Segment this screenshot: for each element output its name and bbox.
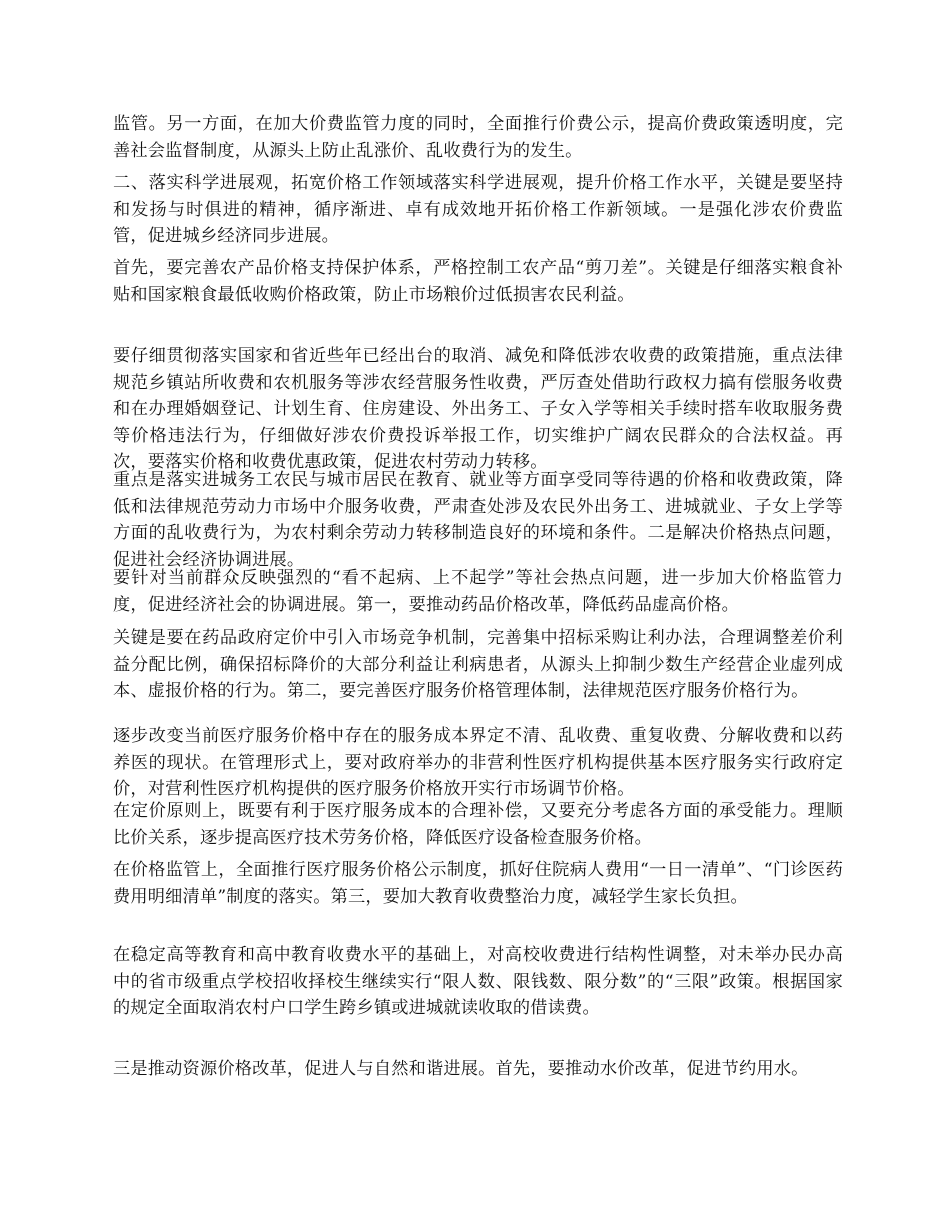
paragraph-9: 在定价原则上，既要有利于医疗服务成本的合理补偿，又要充分考虑各方面的承受能力。理顺比价关系，逐步提高医疗技术劳务价格，降低医疗设备检查服务价格。 — [113, 801, 843, 848]
paragraph-6: 要针对当前群众反映强烈的“看不起病、上不起学”等社会热点问题，进一步加大价格监管力度，促进经济社会的协调进展。第一，要推动药品价格改革，降低药品虚高价格。 — [113, 568, 843, 615]
paragraph-11: 在稳定高等教育和高中教育收费水平的基础上，对高校收费进行结构性调整，对未举办民办高中的省市级重点学校招收择校生继续实行“限人数、限钱数、限分数”的“三限”政策。根据国家的规定全面取消农村户口学生跨乡镇或进城就读收取的借读费。 — [113, 945, 843, 1018]
paragraph-7: 关键是要在药品政府定价中引入市场竞争机制，完善集中招标采购让利办法，合理调整差价利益分配比例，确保招标降价的大部分利益让利病患者，从源头上抑制少数生产经营企业虚列成本、虚报价格的行为。第二，要完善医疗服务价格管理体制，法律规范医疗服务价格行为。 — [113, 628, 843, 701]
paragraph-12: 三是推动资源价格改革，促进人与自然和谐进展。首先，要推动水价改革，促进节约用水。 — [113, 1059, 809, 1079]
paragraph-2: 二、落实科学进展观，拓宽价格工作领域落实科学进展观，提升价格工作水平，关键是要坚持和发扬与时俱进的精神，循序渐进、卓有成效地开拓价格工作新领域。一是强化涉农价费监管，促进城乡经济同步进展。 — [113, 173, 843, 246]
paragraph-5: 重点是落实进城务工农民与城市居民在教育、就业等方面享受同等待遇的价格和收费政策，降低和法律规范劳动力市场中介服务收费，严肃查处涉及农民外出务工、进城就业、子女上学等方面的乱收费行为，为农村剩余劳动力转移制造良好的环境和条件。二是解决价格热点问题，促进社会经济协调进展。 — [113, 470, 843, 570]
paragraph-4: 要仔细贯彻落实国家和省近些年已经出台的取消、减免和降低涉农收费的政策措施，重点法律规范乡镇站所收费和农机服务等涉农经营服务性收费，严厉查处借助行政权力搞有偿服务收费和在办理婚姻登记、计划生育、住房建设、外出务工、子女入学等相关手续时搭车收取服务费等价格违法行为，仔细做好涉农价费投诉举报工作，切实维护广阔农民群众的合法权益。再次，要落实价格和收费优惠政策，促进农村劳动力转移。 — [113, 346, 843, 472]
paragraph-8: 逐步改变当前医疗服务价格中存在的服务成本界定不清、乱收费、重复收费、分解收费和以药养医的现状。在管理形式上，要对政府举办的非营利性医疗机构提供基本医疗服务实行政府定价，对营利性医疗机构提供的医疗服务价格放开实行市场调节价格。 — [113, 726, 843, 799]
paragraph-3: 首先，要完善农产品价格支持保护体系，严格控制工农产品“剪刀差”。关键是仔细落实粮食补贴和国家粮食最低收购价格政策，防止市场粮价过低损害农民利益。 — [113, 258, 843, 305]
paragraph-1: 监管。另一方面，在加大价费监管力度的同时，全面推行价费公示，提高价费政策透明度，完善社会监督制度，从源头上防止乱涨价、乱收费行为的发生。 — [113, 114, 843, 161]
paragraph-10: 在价格监管上，全面推行医疗服务价格公示制度，抓好住院病人费用“一日一清单”、“门诊医药费用明细清单”制度的落实。第三，要加大教育收费整治力度，减轻学生家长负担。 — [113, 860, 843, 907]
